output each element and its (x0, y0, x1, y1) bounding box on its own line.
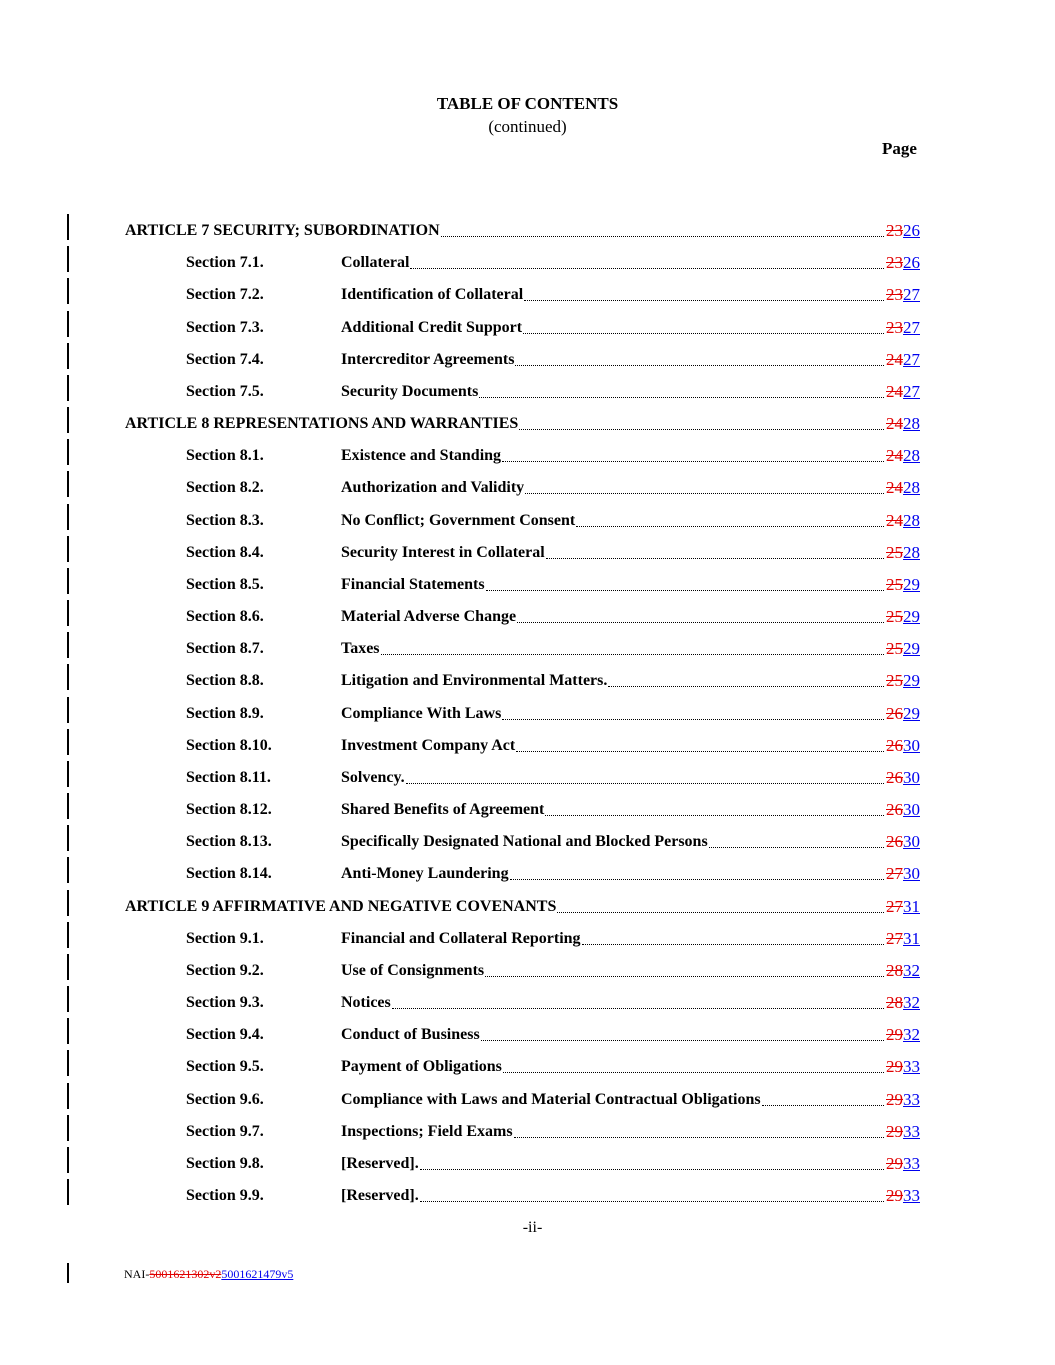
toc-section-row[interactable] (0, 1058, 1055, 1082)
article-title: ARTICLE 9 AFFIRMATIVE AND NEGATIVE COVENANTS (125, 897, 557, 915)
inserted-page-number[interactable]: 31 (903, 928, 920, 948)
section-title: Payment of Obligations (341, 1058, 502, 1076)
section-title: Conduct of Business (341, 1026, 480, 1044)
change-bar (67, 375, 69, 401)
section-number: Section 8.12. (186, 801, 272, 819)
deleted-page-number: 24 (886, 414, 903, 434)
section-number: Section 8.9. (186, 704, 264, 722)
inserted-page-number[interactable]: 29 (903, 607, 920, 627)
change-bar (67, 568, 69, 594)
change-bar (67, 761, 69, 787)
toc-section-row[interactable] (0, 930, 1055, 954)
deleted-page-number: 25 (886, 639, 903, 659)
toc-section-row[interactable] (0, 672, 1055, 696)
toc-subtitle: (continued) (488, 117, 567, 136)
page-reference[interactable] (886, 414, 920, 434)
inserted-page-number[interactable]: 27 (903, 285, 920, 305)
inserted-page-number[interactable]: 29 (903, 574, 920, 594)
page-reference[interactable] (886, 993, 920, 1013)
change-bar (67, 986, 69, 1012)
page-reference[interactable] (886, 575, 920, 595)
toc-section-row[interactable] (0, 576, 1055, 600)
section-number: Section 9.5. (186, 1058, 264, 1076)
section-number: Section 9.7. (186, 1122, 264, 1140)
deleted-page-number: 27 (886, 864, 903, 884)
section-number: Section 8.3. (186, 511, 264, 529)
toc-section-row[interactable] (0, 1123, 1055, 1147)
section-number: Section 9.9. (186, 1187, 264, 1205)
section-number: Section 8.7. (186, 640, 264, 658)
section-number: Section 8.4. (186, 543, 264, 561)
inserted-page-number[interactable]: 30 (903, 735, 920, 755)
page-number: -ii- (522, 1219, 543, 1236)
dot-leader (517, 622, 884, 623)
deleted-page-number: 24 (886, 478, 903, 498)
dot-leader (608, 686, 884, 687)
change-bar (67, 922, 69, 948)
section-number: Section 7.4. (186, 350, 264, 368)
dot-leader (524, 300, 884, 301)
section-number: Section 8.13. (186, 833, 272, 851)
dot-leader (515, 365, 884, 366)
page-reference[interactable] (886, 350, 920, 370)
toc-section-row[interactable] (0, 319, 1055, 343)
dot-leader (481, 1040, 884, 1041)
deleted-page-number: 25 (886, 574, 903, 594)
deleted-page-number: 24 (886, 446, 903, 466)
toc-section-row[interactable] (0, 994, 1055, 1018)
change-bar (67, 954, 69, 980)
dot-leader (576, 526, 884, 527)
dot-leader (503, 1072, 884, 1073)
inserted-page-number[interactable]: 33 (903, 1057, 920, 1077)
dot-leader (420, 1169, 884, 1170)
page-reference[interactable] (886, 1122, 920, 1142)
dot-leader (502, 719, 884, 720)
inserted-page-number[interactable]: 26 (903, 221, 920, 240)
page-reference[interactable] (886, 671, 920, 691)
footer-inserted-id[interactable]: 5001621479v5 (221, 1267, 294, 1281)
deleted-page-number: 25 (886, 607, 903, 627)
change-bar (67, 246, 69, 272)
deleted-page-number: 23 (886, 221, 903, 240)
dot-leader (762, 1105, 884, 1106)
deleted-page-number: 26 (886, 800, 903, 820)
change-bar (67, 793, 69, 819)
page-reference[interactable] (886, 221, 920, 241)
change-bar (67, 664, 69, 690)
dot-leader (479, 397, 884, 398)
inserted-page-number[interactable]: 32 (903, 993, 920, 1013)
page-reference[interactable] (886, 864, 920, 884)
section-title: Compliance with Laws and Material Contractual Obligations (341, 1090, 761, 1108)
section-title: Notices (341, 994, 391, 1012)
section-title: Compliance With Laws (341, 704, 502, 722)
page-reference[interactable] (886, 511, 920, 531)
deleted-page-number: 28 (886, 993, 903, 1013)
page-reference[interactable] (886, 253, 920, 273)
page-reference[interactable] (886, 543, 920, 563)
section-number: Section 8.11. (186, 768, 271, 786)
deleted-page-number: 26 (886, 703, 903, 723)
section-title: [Reserved]. (341, 1154, 419, 1172)
document-id-footer (124, 1267, 293, 1282)
change-bar (67, 729, 69, 755)
section-number: Section 8.14. (186, 865, 272, 883)
change-bar (67, 1115, 69, 1141)
dot-leader (381, 654, 884, 655)
page-reference[interactable] (886, 704, 920, 724)
section-number: Section 7.3. (186, 318, 264, 336)
toc-section-row[interactable] (0, 512, 1055, 536)
section-title: Anti-Money Laundering (341, 865, 509, 883)
inserted-page-number[interactable]: 26 (903, 253, 920, 273)
change-bar (67, 1263, 69, 1283)
section-number: Section 9.4. (186, 1026, 264, 1044)
toc-article-row[interactable] (0, 898, 1055, 922)
section-title: Collateral (341, 254, 410, 272)
inserted-page-number[interactable]: 27 (903, 349, 920, 369)
deleted-page-number: 24 (886, 510, 903, 530)
page-reference[interactable] (886, 768, 920, 788)
section-title: Existence and Standing (341, 447, 502, 465)
section-title: Specifically Designated National and Blocked Persons (341, 833, 708, 851)
page-reference[interactable] (886, 800, 920, 820)
section-number: Section 8.5. (186, 575, 264, 593)
dot-leader (410, 268, 884, 269)
inserted-page-number[interactable]: 28 (903, 542, 920, 562)
section-title: Financial Statements (341, 575, 485, 593)
dot-leader (406, 783, 884, 784)
page-column-header: Page (882, 139, 917, 158)
toc-section-row[interactable] (0, 608, 1055, 632)
toc-section-row[interactable] (0, 383, 1055, 407)
page-reference[interactable] (886, 1025, 920, 1045)
toc-article-row[interactable] (0, 222, 1055, 246)
toc-section-row[interactable] (0, 1026, 1055, 1050)
change-bar (67, 504, 69, 530)
section-number: Section 9.2. (186, 961, 264, 979)
dot-leader (525, 493, 884, 494)
deleted-page-number: 29 (886, 1025, 903, 1045)
inserted-page-number[interactable]: 28 (903, 446, 920, 466)
page-reference[interactable] (886, 478, 920, 498)
section-number: Section 9.6. (186, 1090, 264, 1108)
inserted-page-number[interactable]: 27 (903, 317, 920, 337)
section-title: Intercreditor Agreements (341, 350, 515, 368)
dot-leader (546, 558, 884, 559)
deleted-page-number: 23 (886, 317, 903, 337)
section-title: Additional Credit Support (341, 318, 523, 336)
section-title: Authorization and Validity (341, 479, 525, 497)
page-reference[interactable] (886, 1186, 920, 1206)
inserted-page-number[interactable]: 33 (903, 1089, 920, 1109)
inserted-page-number[interactable]: 31 (903, 896, 920, 916)
inserted-page-number[interactable]: 30 (903, 864, 920, 884)
section-number: Section 7.2. (186, 286, 264, 304)
toc-section-row[interactable] (0, 833, 1055, 857)
toc-section-row[interactable] (0, 705, 1055, 729)
deleted-page-number: 23 (886, 285, 903, 305)
toc-section-row[interactable] (0, 544, 1055, 568)
toc-section-row[interactable] (0, 351, 1055, 375)
dot-leader (486, 590, 884, 591)
change-bar (67, 632, 69, 658)
change-bar (67, 471, 69, 497)
toc-section-row[interactable] (0, 801, 1055, 825)
inserted-page-number[interactable]: 28 (903, 478, 920, 498)
change-bar (67, 1147, 69, 1173)
dot-leader (516, 751, 884, 752)
toc-section-row[interactable] (0, 479, 1055, 503)
deleted-page-number: 27 (886, 928, 903, 948)
section-title: Security Interest in Collateral (341, 543, 545, 561)
page-reference[interactable] (886, 446, 920, 466)
section-title: Inspections; Field Exams (341, 1122, 513, 1140)
inserted-page-number[interactable]: 30 (903, 832, 920, 852)
section-title: Use of Consignments (341, 961, 485, 979)
section-title: Shared Benefits of Agreement (341, 801, 545, 819)
dot-leader (519, 429, 884, 430)
inserted-page-number[interactable]: 32 (903, 960, 920, 980)
section-title: Solvency. (341, 768, 405, 786)
dot-leader (510, 879, 884, 880)
page-reference[interactable] (886, 897, 920, 917)
deleted-page-number: 23 (886, 253, 903, 273)
change-bar (67, 825, 69, 851)
change-bar (67, 343, 69, 369)
change-bar (67, 890, 69, 916)
page-reference[interactable] (886, 832, 920, 852)
dot-leader (523, 333, 884, 334)
change-bar (67, 278, 69, 304)
deleted-page-number: 28 (886, 960, 903, 980)
section-title: Taxes (341, 640, 380, 658)
dot-leader (502, 461, 884, 462)
change-bar (67, 214, 69, 240)
toc-section-row[interactable] (0, 447, 1055, 471)
inserted-page-number[interactable]: 28 (903, 510, 920, 530)
change-bar (67, 536, 69, 562)
change-bar (67, 311, 69, 337)
section-number: Section 7.1. (186, 254, 264, 272)
dot-leader (485, 976, 884, 977)
toc-section-row[interactable] (0, 1155, 1055, 1179)
section-number: Section 9.8. (186, 1154, 264, 1172)
section-number: Section 8.2. (186, 479, 264, 497)
inserted-page-number[interactable]: 33 (903, 1186, 920, 1206)
page-reference[interactable] (886, 639, 920, 659)
dot-leader (709, 847, 884, 848)
toc-section-row[interactable] (0, 769, 1055, 793)
deleted-page-number: 24 (886, 349, 903, 369)
inserted-page-number[interactable]: 30 (903, 800, 920, 820)
section-title: Material Adverse Change (341, 608, 517, 626)
toc-section-row[interactable] (0, 254, 1055, 278)
change-bar (67, 1179, 69, 1205)
deleted-page-number: 29 (886, 1186, 903, 1206)
section-title: Identification of Collateral (341, 286, 524, 304)
inserted-page-number[interactable]: 29 (903, 639, 920, 659)
article-title: ARTICLE 7 SECURITY; SUBORDINATION (125, 222, 440, 239)
toc-section-row[interactable] (0, 865, 1055, 889)
section-number: Section 9.1. (186, 929, 264, 947)
dot-leader (441, 236, 884, 237)
toc-title: TABLE OF CONTENTS (436, 94, 619, 113)
toc-section-row[interactable] (0, 640, 1055, 664)
deleted-page-number: 27 (886, 896, 903, 916)
section-number: Section 8.8. (186, 672, 264, 690)
page-reference[interactable] (886, 1154, 920, 1174)
change-bar (67, 697, 69, 723)
toc-section-row[interactable] (0, 962, 1055, 986)
section-title: Security Documents (341, 382, 479, 400)
article-title: ARTICLE 8 REPRESENTATIONS AND WARRANTIES (125, 415, 519, 433)
change-bar (67, 439, 69, 465)
toc-section-row[interactable] (0, 1187, 1055, 1211)
inserted-page-number[interactable]: 29 (903, 703, 920, 723)
deleted-page-number: 26 (886, 767, 903, 787)
section-number: Section 7.5. (186, 382, 264, 400)
section-title: Financial and Collateral Reporting (341, 929, 581, 947)
change-bar (67, 1018, 69, 1044)
deleted-page-number: 24 (886, 381, 903, 401)
page-reference[interactable] (886, 382, 920, 402)
change-bar (67, 1050, 69, 1076)
change-bar (67, 857, 69, 883)
section-title: [Reserved]. (341, 1187, 419, 1205)
section-title: Litigation and Environmental Matters. (341, 672, 608, 690)
inserted-page-number[interactable]: 28 (903, 414, 920, 434)
dot-leader (392, 1008, 884, 1009)
page-reference[interactable] (886, 318, 920, 338)
page-reference[interactable] (886, 285, 920, 305)
change-bar (67, 1083, 69, 1109)
dot-leader (582, 944, 884, 945)
deleted-page-number: 29 (886, 1153, 903, 1173)
deleted-page-number: 26 (886, 735, 903, 755)
page-reference[interactable] (886, 607, 920, 627)
inserted-page-number[interactable]: 33 (903, 1121, 920, 1141)
section-number: Section 9.3. (186, 994, 264, 1012)
page-reference[interactable] (886, 961, 920, 981)
footer-prefix: NAI- (124, 1267, 150, 1281)
change-bar (67, 600, 69, 626)
toc-section-row[interactable] (0, 286, 1055, 310)
page-reference[interactable] (886, 929, 920, 949)
dot-leader (557, 912, 884, 913)
dot-leader (514, 1137, 884, 1138)
dot-leader (545, 815, 884, 816)
section-number: Section 8.1. (186, 447, 264, 465)
deleted-page-number: 25 (886, 671, 903, 691)
section-number: Section 8.6. (186, 608, 264, 626)
inserted-page-number[interactable]: 32 (903, 1025, 920, 1045)
footer-deleted-id: 5001621302v2 (149, 1267, 222, 1281)
page-reference[interactable] (886, 1057, 920, 1077)
section-title: No Conflict; Government Consent (341, 511, 576, 529)
toc-section-row[interactable] (0, 1091, 1055, 1115)
inserted-page-number[interactable]: 27 (903, 381, 920, 401)
inserted-page-number[interactable]: 29 (903, 671, 920, 691)
dot-leader (420, 1201, 884, 1202)
toc-article-row[interactable] (0, 415, 1055, 439)
deleted-page-number: 26 (886, 832, 903, 852)
page-reference[interactable] (886, 736, 920, 756)
deleted-page-number: 29 (886, 1057, 903, 1077)
page-reference[interactable] (886, 1090, 920, 1110)
section-number: Section 8.10. (186, 736, 272, 754)
inserted-page-number[interactable]: 30 (903, 767, 920, 787)
deleted-page-number: 25 (886, 542, 903, 562)
deleted-page-number: 29 (886, 1121, 903, 1141)
change-bar (67, 407, 69, 433)
toc-section-row[interactable] (0, 737, 1055, 761)
deleted-page-number: 29 (886, 1089, 903, 1109)
inserted-page-number[interactable]: 33 (903, 1153, 920, 1173)
section-title: Investment Company Act (341, 736, 516, 754)
